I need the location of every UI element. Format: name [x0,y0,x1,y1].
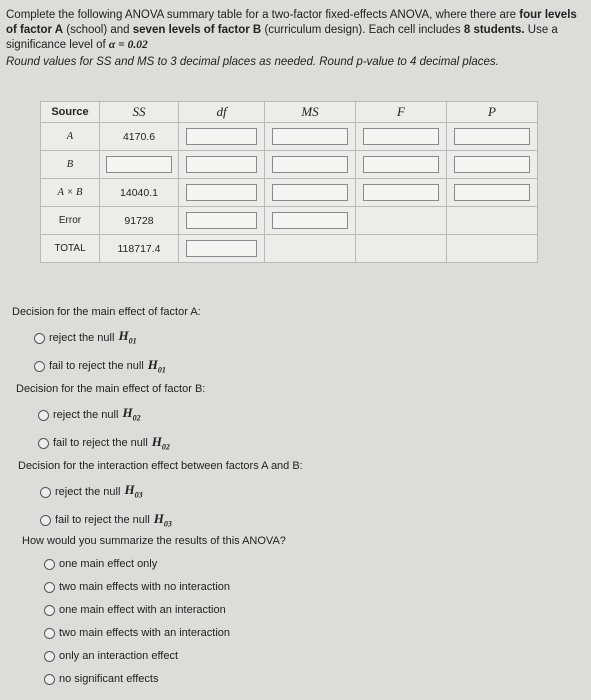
question-interaction [18,455,303,535]
df-input-a[interactable] [186,128,257,145]
ms-input-axb[interactable] [272,184,348,201]
header-ss: SS [100,102,179,123]
source-label: A [41,123,100,151]
intro-text: Complete the following ANOVA summary table for a two-factor fixed-effects ANOVA, where there are [6,9,520,21]
p-input-b[interactable] [454,156,530,173]
source-label: A × B [41,179,100,207]
header-f: F [356,102,447,123]
radio-icon[interactable] [44,651,55,662]
intro-text-sig: Use a significance level of [6,24,558,51]
option-label: only an interaction effect [59,650,179,662]
option-label: two main effects with an interaction [59,627,230,639]
question-prompt: Decision for the main effect of factor B: [16,383,206,395]
ss-cell [100,151,179,179]
source-label: TOTAL [41,235,100,263]
h-subscript: 03 [134,490,143,500]
f-cell [356,151,447,179]
anova-summary-table [40,101,538,263]
source-label: B [41,151,100,179]
question-factor-b [16,378,205,458]
option-label: reject the null [53,408,119,421]
table-row-axb [41,179,538,207]
table-row-a [41,123,538,151]
table-row-total [41,235,538,263]
radio-icon[interactable] [44,605,55,616]
header-p: P [447,102,538,123]
ms-cell [265,179,356,207]
summary-option[interactable] [44,645,286,668]
empty-cell [356,207,447,235]
intro-text-b: (curriculum design). Each cell includes [261,24,464,36]
ms-cell [265,207,356,235]
ss-value: 14040.1 [100,179,179,207]
radio-icon[interactable] [40,487,51,498]
option-label: fail to reject the null [49,360,144,373]
summary-option[interactable] [44,599,286,622]
cell-size: 8 students. [463,24,525,36]
ms-input-b[interactable] [272,156,348,173]
header-df: df [179,102,265,123]
h-symbol: H [118,328,129,343]
h-subscript: 02 [132,413,141,423]
h-subscript: 02 [161,442,170,452]
problem-statement [6,8,581,70]
f-cell [356,179,447,207]
df-input-total[interactable] [186,240,257,257]
radio-icon[interactable] [34,361,45,372]
h-symbol: H [122,405,133,420]
ms-cell [265,151,356,179]
df-input-b[interactable] [186,156,257,173]
df-cell [179,151,265,179]
ss-value: 91728 [100,207,179,235]
alpha-level: α = 0.02 [108,39,148,51]
empty-cell [356,235,447,263]
h-subscript: 03 [163,519,172,529]
ss-value: 4170.6 [100,123,179,151]
hypothesis-label [124,478,142,507]
table-row-b [41,151,538,179]
ms-input-error[interactable] [272,212,348,229]
h-subscript: 01 [128,336,137,346]
option-fail-h01[interactable] [34,353,201,382]
ms-cell [265,123,356,151]
h-symbol: H [147,356,158,372]
summary-option[interactable] [44,553,286,576]
f-input-b[interactable] [363,156,439,173]
ss-value: 118717.4 [100,235,179,263]
option-label: one main effect only [59,558,158,570]
radio-icon[interactable] [44,628,55,639]
option-reject-h02[interactable] [38,401,205,430]
summary-option[interactable] [44,622,286,645]
df-input-error[interactable] [186,212,257,229]
radio-icon[interactable] [38,410,49,421]
h-symbol: H [124,482,135,497]
option-label: reject the null [55,485,121,498]
p-cell [447,151,538,179]
radio-icon[interactable] [44,559,55,570]
question-prompt: Decision for the main effect of factor A: [12,306,201,318]
radio-icon[interactable] [34,333,45,344]
question-prompt: Decision for the interaction effect between factors A and B: [18,460,303,472]
option-fail-h02[interactable] [38,430,205,459]
summary-option[interactable] [44,668,286,691]
source-label: Error [41,207,100,235]
h-symbol: H [153,510,164,526]
df-input-axb[interactable] [186,184,257,201]
p-input-a[interactable] [454,128,530,145]
option-reject-h03[interactable] [40,478,303,507]
rounding-note: Round values for SS and MS to 3 decimal places as needed. Round p-value to 4 decimal places. [6,56,499,68]
h-symbol: H [151,433,162,449]
option-label: no significant effects [59,673,159,685]
f-cell [356,123,447,151]
p-cell [447,123,538,151]
df-cell [179,179,265,207]
radio-icon[interactable] [44,674,55,685]
option-reject-h01[interactable] [34,324,201,353]
radio-icon[interactable] [44,582,55,593]
empty-cell [447,207,538,235]
empty-cell [265,235,356,263]
option-label: two main effects with no interaction [59,581,230,593]
table-row-error [41,207,538,235]
df-cell [179,207,265,235]
hypothesis-label [152,430,170,459]
factor-a-levels: four levels of factor A [6,9,577,36]
ss-input-b[interactable] [106,156,172,173]
option-label: fail to reject the null [55,514,150,527]
intro-text-a: (school) and [63,24,133,36]
p-input-axb[interactable] [454,184,530,201]
question-prompt: How would you summarize the results of this ANOVA? [22,535,286,547]
table-header-row [41,102,538,123]
option-label: one main effect with an interaction [59,604,226,616]
empty-cell [447,235,538,263]
radio-icon[interactable] [38,438,49,449]
ms-input-a[interactable] [272,128,348,145]
option-label: reject the null [49,331,115,344]
f-input-axb[interactable] [363,184,439,201]
header-ms: MS [265,102,356,123]
df-cell [179,123,265,151]
f-input-a[interactable] [363,128,439,145]
summary-option[interactable] [44,576,286,599]
question-summary [22,530,286,691]
option-label: fail to reject the null [53,437,148,450]
p-cell [447,179,538,207]
header-source: Source [41,102,100,123]
question-factor-a [12,301,201,381]
radio-icon[interactable] [40,515,51,526]
factor-b-levels: seven levels of factor B [132,24,262,36]
hypothesis-label [118,324,136,353]
hypothesis-label [148,353,166,382]
hypothesis-label [122,401,140,430]
h-subscript: 01 [157,365,166,375]
df-cell [179,235,265,263]
